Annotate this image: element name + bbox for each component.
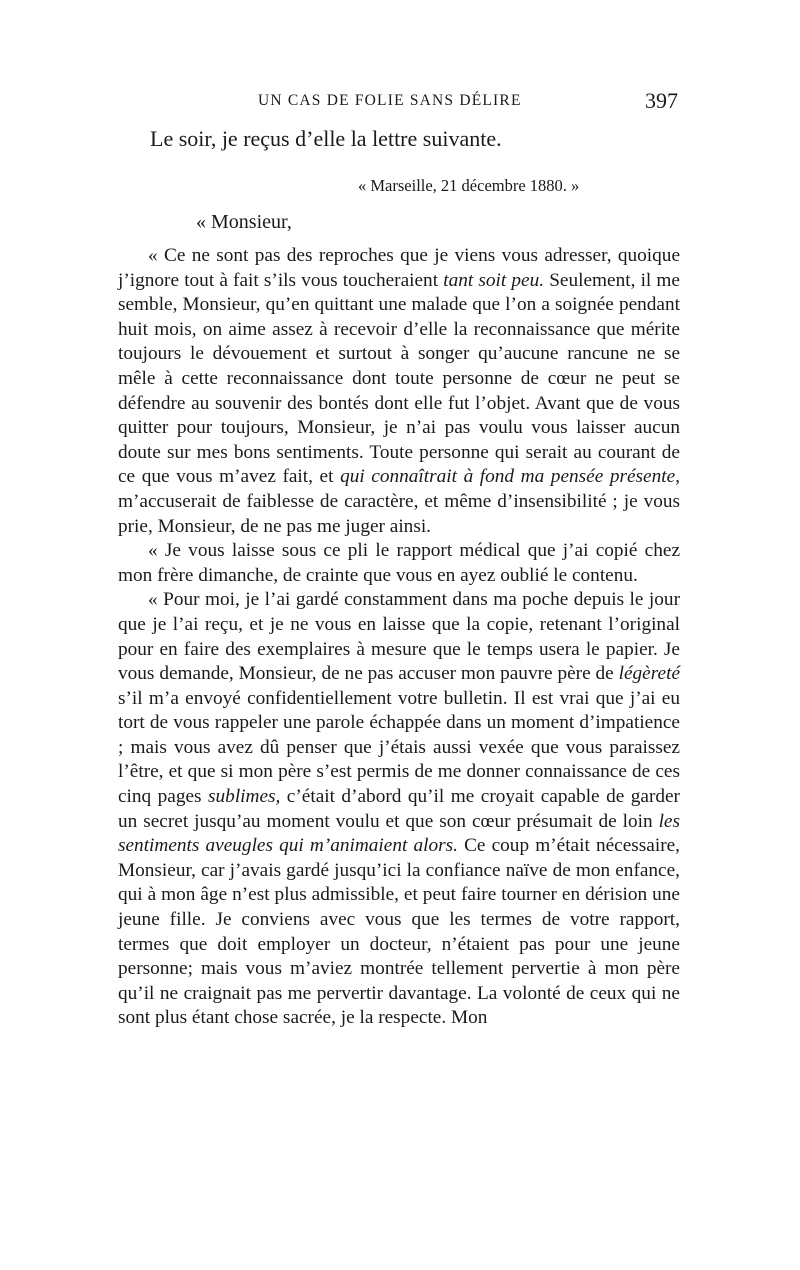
book-page [118, 84, 680, 1031]
italic-run: qui connaîtrait à fond ma pensée présente, [340, 466, 680, 488]
paragraph-3 [118, 588, 680, 1031]
text-run: « Pour moi, je l’ai gardé constamment dans ma poche depuis le jour que je l’ai reçu, et je ne vous en laisse que la copie, retenant l’original pour en faire des exemplaires à mesure que le temps usera le papier. Je vous demande, Monsieur, de ne pas accuser mon pauvre père de [118, 589, 680, 685]
page-number: 397 [645, 88, 678, 113]
italic-run: légèreté [618, 663, 680, 685]
text-run: « Ce ne sont pas des reproches que je viens vous adresser, quoique j’ignore tout à fait s’ils vous toucheraient [118, 245, 680, 291]
italic-run: tant soit peu. [443, 269, 545, 291]
text-run: c’était d’abord qu’il me croyait capable de garder un secret jusqu’au moment voulu et que son cœur présumait de loin [118, 786, 680, 832]
paragraph-1 [118, 244, 680, 539]
letter-body [118, 244, 680, 1031]
text-run: Seulement, il me semble, Monsieur, qu’en quittant une malade que l’on a soignée pendant huit mois, on aime assez à recevoir d’elle la reconnaissance que mérite toujours le dévouement et surtout à songer qu’aucune rancune ne se mêle à cette reconnaissance dont toute personne de cœur ne peut se défendre au souvenir des bontés dont elle fut l’objet. Avant que de vous quitter pour toujours, Monsieur, je n’ai pas voulu vous laisser aucun doute sur mes bons sentiments. Toute personne qui serait au courant de ce que vous m’avez fait, et [118, 269, 680, 488]
text-run: m’accuserait de faiblesse de caractère, et même d’insensibilité ; je vous prie, Monsieur, de ne pas me juger ainsi. [118, 490, 680, 537]
italic-run: sublimes, [208, 786, 281, 808]
running-title: UN CAS DE FOLIE SANS DÉLIRE [258, 92, 522, 109]
italic-run: les sentiments aveugles qui m’animaient alors. [118, 810, 680, 857]
letter-salutation: « Monsieur, [196, 211, 292, 233]
text-run: s’il m’a envoyé confidentiellement votre bulletin. Il est vrai que j’ai eu tort de vous rappeler une parole échappée dans un moment d’impatience ; mais vous avez dû penser que j’étais aussi vexée que vous paraissez l’être, et que si mon père s’est permis de me donner connaissance de ces cinq pages [118, 687, 680, 808]
text-run: « Je vous laisse sous ce pli le rapport médical que j’ai copié chez mon frère dimanche, de crainte que vous en ayez oublié le contenu. [118, 540, 680, 586]
paragraph-2 [118, 539, 680, 588]
letter-dateline: « Marseille, 21 décembre 1880. » [358, 176, 580, 195]
page-header [118, 84, 680, 114]
text-run: Ce coup m’était nécessaire, Monsieur, car j’avais gardé jusqu’ici la confiance naïve de mon enfance, qui à mon âge n’est plus admissible, et peut faire tourner en dérision une jeune fille. Je conviens avec vous que les termes de votre rapport, termes que doit employer un docteur, n’étaient pas pour une jeune personne; mais vous m’aviez montrée tellement pervertie à mon père qu’il ne craignait pas me pervertir davantage. La volonté de ceux qui ne sont plus étant chose sacrée, je la respecte. Mon [118, 835, 680, 1029]
lead-sentence: Le soir, je reçus d’elle la lettre suivante. [150, 126, 502, 151]
